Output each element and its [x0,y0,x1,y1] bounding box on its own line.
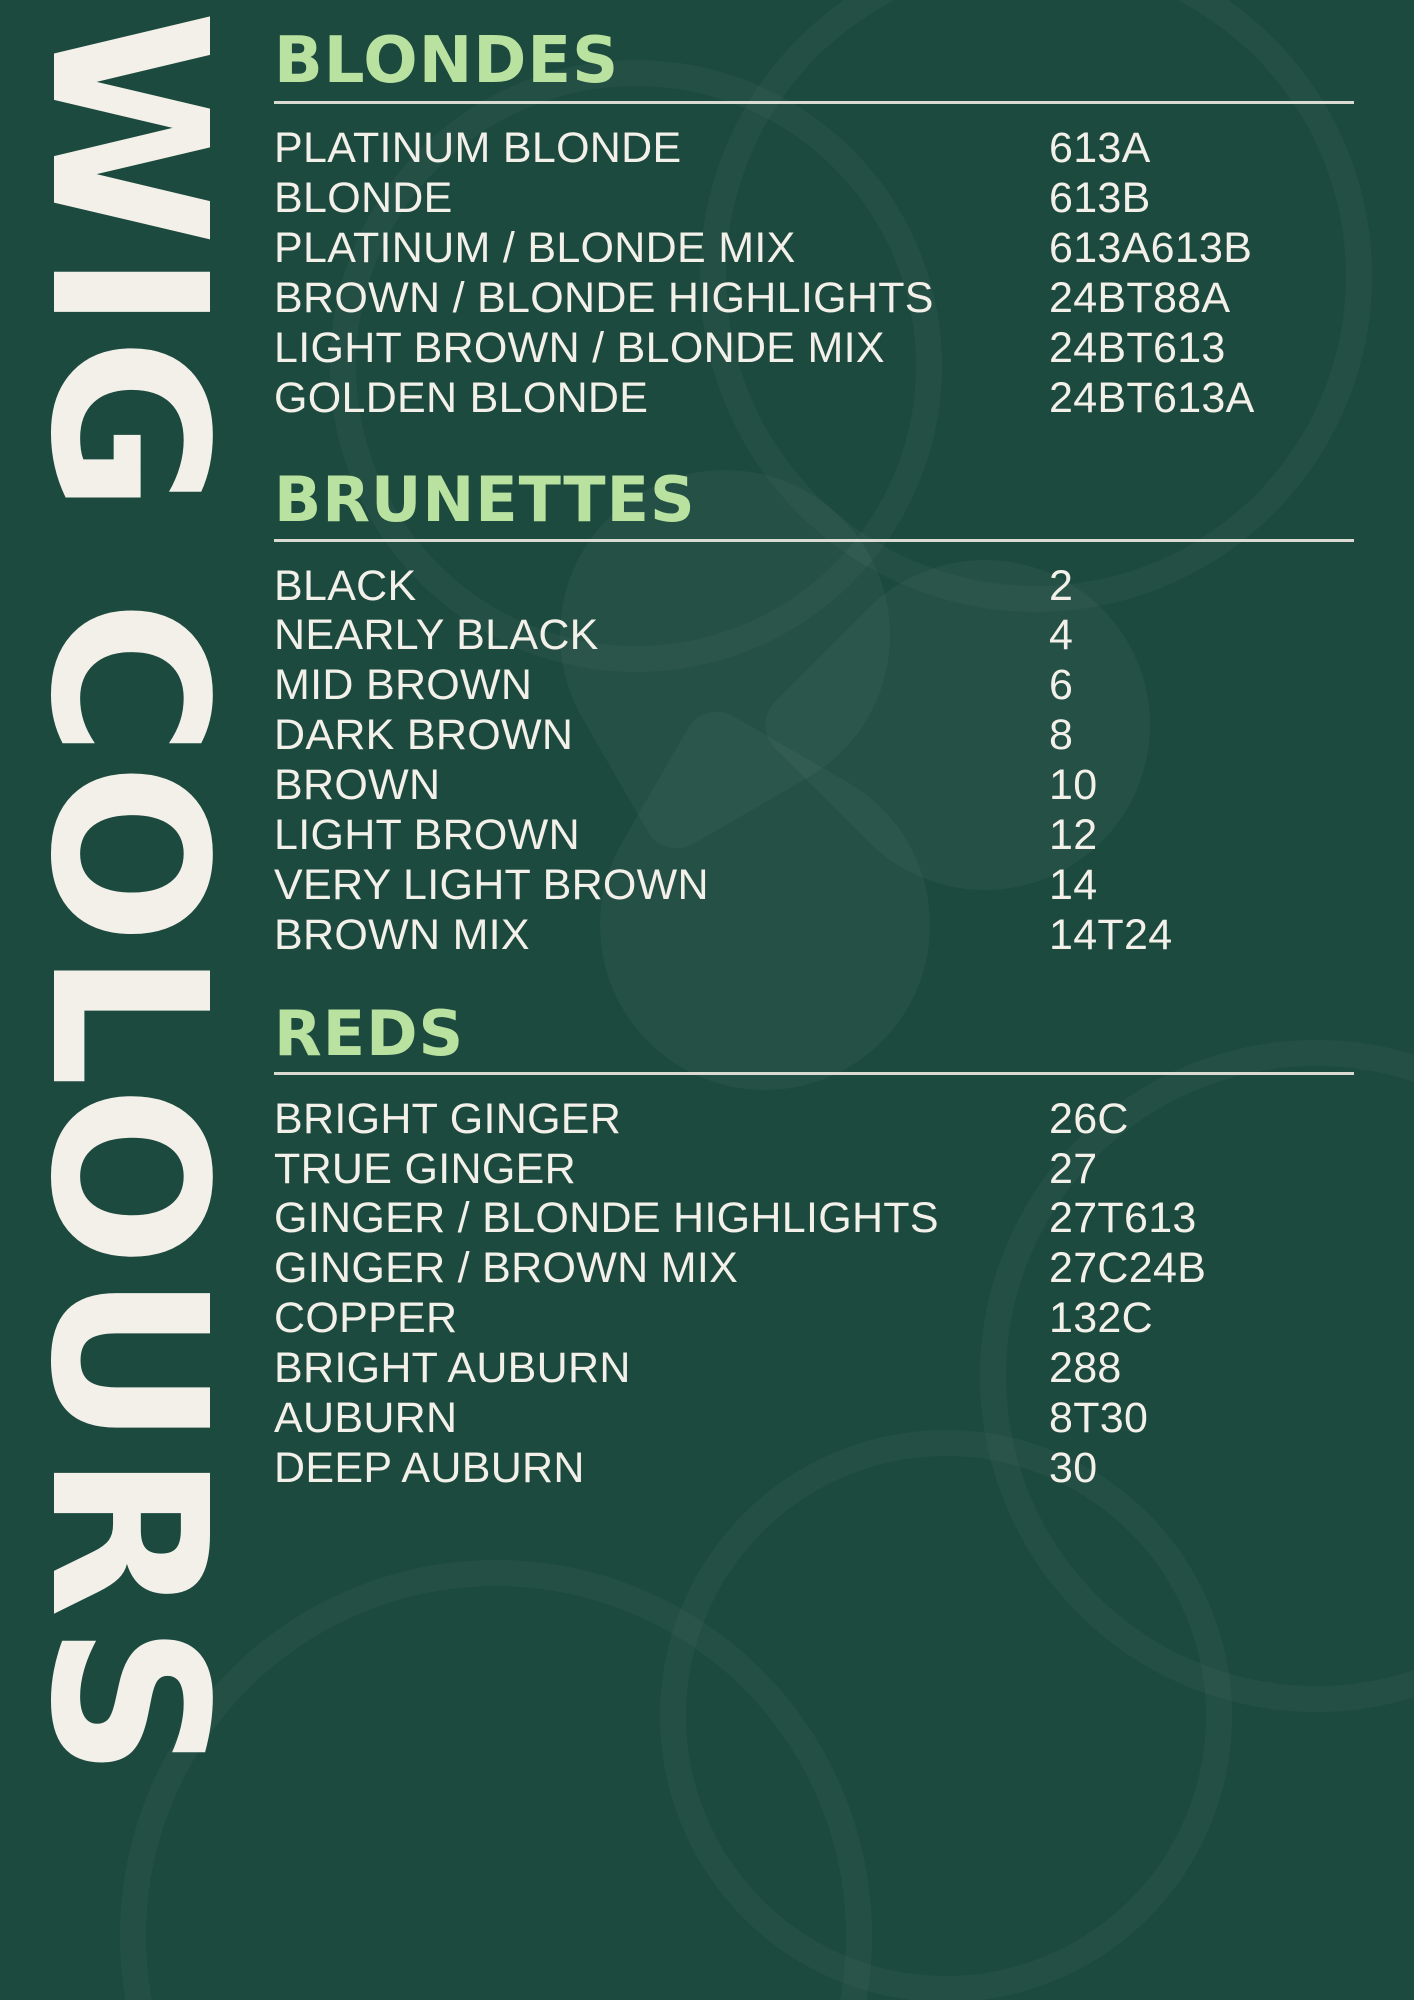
section-heading: BRUNETTES [274,463,696,537]
colour-code: 288 [1049,1344,1122,1392]
section-heading: BLONDES [274,24,620,98]
section-rows [274,124,1382,423]
table-row [274,1095,1382,1145]
colour-code: 2 [1049,561,1074,610]
section-heading: REDS [274,996,465,1070]
colour-name: NEARLY BLACK [274,611,599,660]
colour-name: LIGHT BROWN [274,810,580,859]
table-row [274,1344,1382,1394]
table-row [274,224,1382,274]
table-row [274,611,1382,661]
section-rows [274,1095,1382,1494]
colour-code: 14 [1049,860,1098,909]
colour-list [262,0,1382,2000]
table-row [274,911,1382,961]
table-row [274,124,1382,174]
colour-code: 27C24B [1049,1244,1207,1293]
colour-code: 24BT613A [1049,373,1255,422]
colour-name: BROWN MIX [274,910,530,959]
colour-code: 613B [1049,174,1151,223]
colour-name: PLATINUM BLONDE [274,124,682,173]
section-divider [274,101,1354,104]
colour-name: LIGHT BROWN / BLONDE MIX [274,323,885,372]
section-divider [274,1072,1354,1075]
table-row [274,274,1382,324]
colour-name: MID BROWN [274,661,533,710]
colour-name: VERY LIGHT BROWN [274,860,709,909]
table-row [274,761,1382,811]
table-row [274,861,1382,911]
colour-code: 10 [1049,761,1098,810]
colour-name: BROWN [274,761,441,810]
colour-code: 24BT88A [1049,273,1231,322]
table-row [274,174,1382,224]
section-divider [274,539,1354,542]
colour-name: AUBURN [274,1393,458,1442]
colour-code: 24BT613 [1049,323,1226,372]
colour-name: BROWN / BLONDE HIGHLIGHTS [274,273,934,322]
colour-name: PLATINUM / BLONDE MIX [274,223,796,272]
colour-code: 132C [1049,1294,1153,1343]
section-rows [274,562,1382,961]
colour-code: 30 [1049,1443,1098,1492]
colour-code: 27T613 [1049,1194,1197,1243]
colour-name: COPPER [274,1294,458,1343]
table-row [274,1444,1382,1494]
colour-name: GINGER / BROWN MIX [274,1244,739,1293]
table-row [274,562,1382,612]
table-row [274,1394,1382,1444]
section-reds [262,996,1382,1494]
section-blondes [262,0,1382,423]
colour-code: 14T24 [1049,910,1173,959]
table-row [274,661,1382,711]
page-title [0,0,256,2000]
colour-name: GINGER / BLONDE HIGHLIGHTS [274,1194,939,1243]
table-row [274,1194,1382,1244]
colour-name: GOLDEN BLONDE [274,373,649,422]
table-row [274,1244,1382,1294]
colour-code: 27 [1049,1144,1098,1193]
colour-name: BLONDE [274,174,453,223]
table-row [274,1145,1382,1195]
colour-code: 613A [1049,124,1151,173]
page-title-text: WIG COLOURS [3,10,252,1785]
colour-code: 12 [1049,810,1098,859]
colour-name: BLACK [274,561,417,610]
table-row [274,1294,1382,1344]
colour-name: BRIGHT AUBURN [274,1344,631,1392]
colour-code: 8 [1049,711,1074,760]
colour-name: DARK BROWN [274,711,574,760]
colour-name: DEEP AUBURN [274,1443,585,1492]
colour-code: 4 [1049,611,1074,660]
colour-name: TRUE GINGER [274,1144,576,1193]
colour-code: 8T30 [1049,1393,1149,1442]
table-row [274,811,1382,861]
colour-name: BRIGHT GINGER [274,1094,622,1143]
colour-code: 613A613B [1049,223,1253,272]
table-row [274,711,1382,761]
section-brunettes [262,463,1382,960]
colour-code: 26C [1049,1094,1129,1143]
table-row [274,324,1382,374]
colour-code: 6 [1049,661,1074,710]
table-row [274,374,1382,424]
